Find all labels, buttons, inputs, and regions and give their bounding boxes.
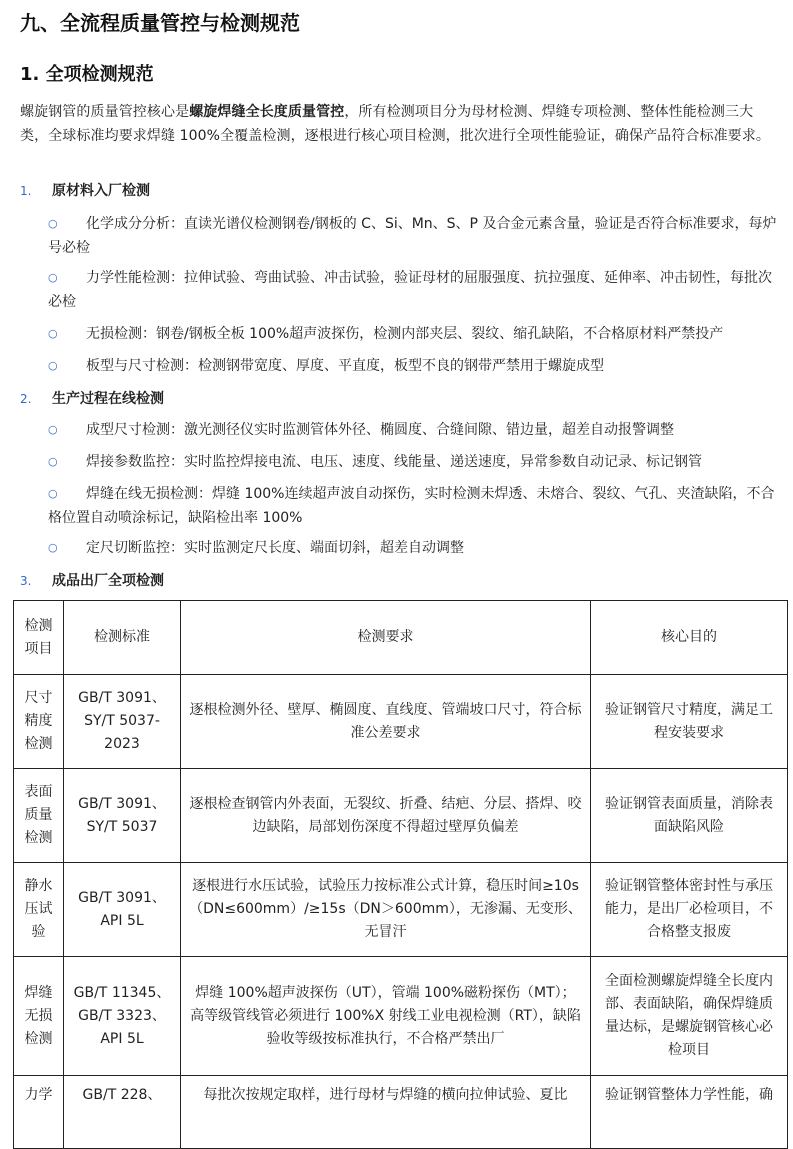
- cell-goal: 验证钢管表面质量，消除表面缺陷风险: [591, 769, 788, 863]
- subsection-heading: 1. 全项检测规范: [20, 64, 154, 85]
- section-number: 3.: [20, 574, 32, 588]
- inspection-table: [13, 600, 788, 1149]
- cell-goal: 全面检测螺旋焊缝全长度内部、表面缺陷，确保焊缝质量达标，是螺旋钢管核心必检项目: [591, 957, 788, 1076]
- column-header: 检测项目: [14, 601, 64, 675]
- cell-requirement: 每批次按规定取样，进行母材与焊缝的横向拉伸试验、夏比: [181, 1076, 591, 1149]
- intro-emphasis: 螺旋焊缝全长度质量管控: [189, 104, 345, 120]
- cell-item: 表面质量检测: [14, 769, 64, 863]
- hollow-circle-bullet-icon: ○: [48, 423, 58, 436]
- cell-standard: GB/T 3091、API 5L: [64, 863, 181, 957]
- cell-standard: GB/T 228、: [64, 1076, 181, 1149]
- table-header-row: [14, 601, 788, 675]
- cell-requirement: 逐根检查钢管内外表面，无裂纹、折叠、结疤、分层、搭焊、咬边缺陷，局部划伤深度不得超过壁厚负偏差: [181, 769, 591, 863]
- cell-item: 静水压试验: [14, 863, 64, 957]
- cell-goal: 验证钢管整体密封性与承压能力，是出厂必检项目，不合格整支报废: [591, 863, 788, 957]
- table-row: [14, 957, 788, 1076]
- table-row: [14, 769, 788, 863]
- intro-paragraph: [20, 100, 775, 148]
- cell-requirement: 逐根进行水压试验，试验压力按标准公式计算，稳压时间≥10s（DN≤600mm）/≥15s（DN＞600mm），无渗漏、无变形、无冒汗: [181, 863, 591, 957]
- hollow-circle-bullet-icon: ○: [48, 271, 58, 284]
- column-header: 检测标准: [64, 601, 181, 675]
- cell-standard: GB/T 11345、GB/T 3323、API 5L: [64, 957, 181, 1076]
- hollow-circle-bullet-icon: ○: [48, 455, 58, 468]
- section-title: 原材料入厂检测: [52, 183, 150, 199]
- intro-text-end: ，所有检测项目分为母材检测、焊缝专项检测、整体性能检测三大类，全球标准均要求焊缝 100%全覆盖检测，逐根进行核心项目检测，批次进行全项性能验证，确保产品符合标准要求。: [20, 104, 770, 144]
- cell-requirement: 逐根检测外径、壁厚、椭圆度、直线度、管端坡口尺寸，符合标准公差要求: [181, 675, 591, 769]
- list-item: ○ 力学性能检测：拉伸试验、弯曲试验、冲击试验，验证母材的屈服强度、抗拉强度、延伸率、冲击韧性，每批次必检: [48, 266, 778, 314]
- list-item: ○ 焊接参数监控：实时监控焊接电流、电压、速度、线能量、递送速度，异常参数自动记录、标记钢管: [48, 450, 778, 474]
- cell-item: 焊缝无损检测: [14, 957, 64, 1076]
- section-number: 1.: [20, 184, 32, 198]
- hollow-circle-bullet-icon: ○: [48, 359, 58, 372]
- column-header: 核心目的: [591, 601, 788, 675]
- cell-standard: GB/T 3091、SY/T 5037: [64, 769, 181, 863]
- cell-requirement: 焊缝 100%超声波探伤（UT），管端 100%磁粉探伤（MT）；高等级管线管必须进行 100%X 射线工业电视检测（RT），缺陷验收等级按标准执行，不合格严禁出厂: [181, 957, 591, 1076]
- section-heading: 九、全流程质量管控与检测规范: [20, 11, 300, 35]
- list-item: ○ 定尺切断监控：实时监测定尺长度、端面切斜，超差自动调整: [48, 536, 778, 560]
- section-number: 2.: [20, 392, 32, 406]
- list-item: ○ 成型尺寸检测：激光测径仪实时监测管体外径、椭圆度、合缝间隙、错边量，超差自动报警调整: [48, 418, 778, 442]
- section-title: 生产过程在线检测: [52, 391, 164, 407]
- cell-goal: 验证钢管尺寸精度，满足工程安装要求: [591, 675, 788, 769]
- cell-item: 力学: [14, 1076, 64, 1149]
- list-item: ○ 板型与尺寸检测：检测钢带宽度、厚度、平直度，板型不良的钢带严禁用于螺旋成型: [48, 354, 778, 378]
- section-final-inspection: [20, 570, 164, 592]
- list-item: ○ 焊缝在线无损检测：焊缝 100%连续超声波自动探伤，实时检测未焊透、未熔合、裂纹、气孔、夹渣缺陷，不合格位置自动喷涂标记，缺陷检出率 100%: [48, 482, 778, 530]
- column-header: 检测要求: [181, 601, 591, 675]
- cell-item: 尺寸精度检测: [14, 675, 64, 769]
- section-title: 成品出厂全项检测: [52, 573, 164, 589]
- cell-standard: GB/T 3091、SY/T 5037-2023: [64, 675, 181, 769]
- hollow-circle-bullet-icon: ○: [48, 217, 58, 230]
- hollow-circle-bullet-icon: ○: [48, 541, 58, 554]
- hollow-circle-bullet-icon: ○: [48, 487, 58, 500]
- list-item: ○ 无损检测：钢卷/钢板全板 100%超声波探伤，检测内部夹层、裂纹、缩孔缺陷，不合格原材料严禁投产: [48, 322, 778, 346]
- table-row: [14, 863, 788, 957]
- table-row: [14, 1076, 788, 1149]
- cell-goal: 验证钢管整体力学性能，确: [591, 1076, 788, 1149]
- hollow-circle-bullet-icon: ○: [48, 327, 58, 340]
- list-item: ○ 化学成分分析：直读光谱仪检测钢卷/钢板的 C、Si、Mn、S、P 及合金元素含量，验证是否符合标准要求，每炉号必检: [48, 212, 778, 260]
- section-raw-material: [20, 180, 150, 202]
- intro-text-start: 螺旋钢管的质量管控核心是: [20, 104, 190, 120]
- section-production: [20, 388, 164, 410]
- table-row: [14, 675, 788, 769]
